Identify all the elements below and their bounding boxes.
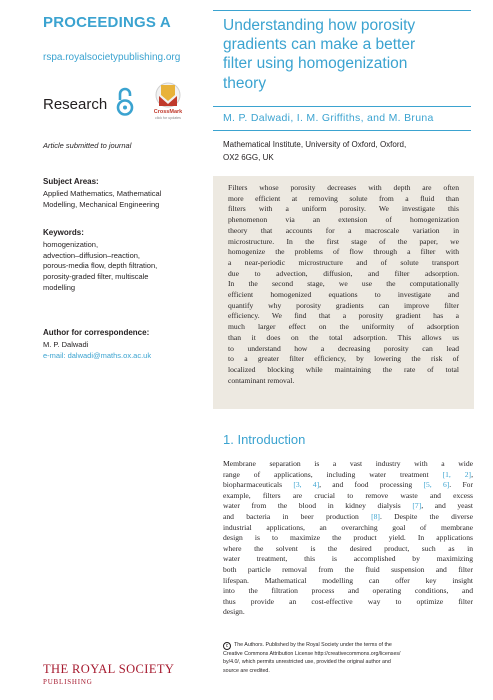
title-line: filter using homogenization bbox=[223, 55, 408, 73]
subject-areas bbox=[43, 177, 203, 210]
open-access-icon bbox=[116, 87, 134, 117]
intro-line bbox=[223, 554, 473, 565]
intro-line bbox=[223, 523, 473, 534]
top-rule bbox=[213, 10, 471, 11]
citation-link[interactable]: [1, 2] bbox=[442, 469, 472, 479]
intro-line bbox=[223, 544, 473, 555]
citation-link[interactable]: [8] bbox=[371, 511, 380, 521]
article-title bbox=[223, 16, 473, 93]
intro-line bbox=[223, 501, 473, 512]
abstract-line: theory that accounts for a macroscale variation in bbox=[228, 225, 459, 235]
keywords bbox=[43, 228, 203, 294]
keyword-line: modelling bbox=[43, 282, 76, 292]
crossmark-sublabel: click for updates bbox=[155, 116, 181, 120]
copyright-icon: c bbox=[223, 642, 231, 650]
intro-line bbox=[223, 470, 473, 481]
abstract-text bbox=[228, 183, 459, 386]
intro-line bbox=[223, 512, 473, 523]
citation-link[interactable]: [5, 6] bbox=[423, 480, 450, 490]
abstract-line: homogenize the problems of flow through a filter with bbox=[228, 247, 459, 257]
introduction-text bbox=[223, 459, 473, 618]
intro-line bbox=[223, 576, 473, 587]
keyword-line: porous-media flow, depth filtration, bbox=[43, 261, 158, 271]
abstract-line: Filters whose porosity decreases with depth are often bbox=[228, 183, 459, 192]
intro-text-run: range of applications, including water treatment bbox=[223, 469, 443, 479]
abstract-line: a near-periodic microstructure and of solute transport bbox=[228, 257, 459, 267]
intro-line bbox=[223, 480, 473, 491]
correspondence bbox=[43, 328, 203, 361]
abstract-line: phenomenon via an extension of homogenization bbox=[228, 215, 459, 225]
intro-text-run: . Despite the diverse bbox=[379, 511, 474, 521]
title-rule bbox=[213, 106, 471, 107]
intro-text-run: water from the blood in kidney dialysis bbox=[223, 501, 413, 511]
abstract-line: localized blocking while maintaining the rate of total bbox=[228, 364, 459, 374]
license-line: The Authors. Published by the Royal Society under the terms of the bbox=[234, 642, 392, 648]
keyword-line: homogenization, bbox=[43, 239, 99, 249]
abstract-line: than it does on the total adsorption. This allows us bbox=[228, 332, 459, 342]
author-rule bbox=[213, 130, 471, 131]
intro-line bbox=[223, 533, 473, 544]
article-type-row bbox=[43, 82, 213, 122]
abstract-line: to a greater filter efficiency, by lowering the risk of bbox=[228, 354, 459, 364]
intro-text-run: water treatment, this is accomplished by maximizing bbox=[223, 554, 473, 564]
intro-text-run: lifespan. Mathematical modelling can offer key insight bbox=[223, 575, 473, 585]
intro-line bbox=[223, 565, 473, 576]
abstract-line: efficiency. We find that a porosity gradient has a bbox=[228, 311, 459, 321]
intro-line bbox=[223, 607, 473, 618]
title-line: gradients can make a better bbox=[223, 36, 416, 54]
title-line: Understanding how porosity bbox=[223, 17, 416, 34]
title-line: theory bbox=[223, 74, 267, 92]
intro-text-run: where the solvent is the desired product, such as in bbox=[223, 543, 473, 553]
affiliation-line: Mathematical Institute, University of Oxford, Oxford, bbox=[223, 140, 407, 149]
citation-link[interactable]: [3, 4] bbox=[293, 480, 320, 490]
intro-text-run: into the filtration process and operating conditions, and bbox=[223, 586, 473, 596]
affiliation-line: OX2 6GG, UK bbox=[223, 153, 274, 162]
section-heading: 1. Introduction bbox=[223, 432, 306, 447]
intro-text-run: design is to maximize the product yield. In applications bbox=[223, 533, 473, 543]
license-line[interactable]: Creative Commons Attribution License http://creativecommons.org/licenses/ bbox=[223, 651, 401, 657]
affiliation bbox=[223, 138, 473, 164]
logo-line-2: PUBLISHING bbox=[43, 678, 93, 686]
abstract-box bbox=[213, 176, 474, 409]
intro-text-run: and bacteria in beer production bbox=[223, 511, 372, 521]
keyword-line: advection–diffusion–reaction, bbox=[43, 250, 141, 260]
logo-line-1: THE ROYAL SOCIETY bbox=[43, 662, 175, 676]
intro-text-run: thus provide an cost-effective way to optimize filter bbox=[223, 596, 473, 606]
citation-link[interactable]: [7] bbox=[412, 501, 422, 511]
abstract-line: microstructure. In the first stage of the paper, we bbox=[228, 236, 459, 246]
intro-text-run: , and food processing bbox=[319, 480, 424, 490]
keyword-line: porosity-graded filter, multiscale bbox=[43, 272, 149, 282]
abstract-line: efficient homogenized equations to investigate and bbox=[228, 290, 459, 300]
intro-text-run: both particle removal from the fluid suspension and filter bbox=[223, 564, 473, 574]
abstract-line: quantify why porosity gradients can improve filter bbox=[228, 300, 459, 310]
intro-text-run: industrial applications, an overarching goal of membrane bbox=[223, 522, 473, 532]
author-list: M. P. Dalwadi, I. M. Griffiths, and M. Bruna bbox=[223, 112, 434, 124]
license-notice bbox=[223, 641, 473, 675]
intro-text-run: example, filters are crucial to remove waste and excess bbox=[223, 490, 473, 500]
intro-line bbox=[223, 459, 473, 470]
abstract-line: much larger effect on the uniformity of adsorption bbox=[228, 322, 459, 332]
abstract-line: In the second stage, we use the computationally bbox=[228, 279, 459, 289]
license-line: by/4.0/, which permits unrestricted use, provided the original author and bbox=[223, 659, 391, 666]
submission-status: Article submitted to journal bbox=[43, 141, 132, 150]
article-type-label: Research bbox=[43, 96, 108, 113]
abstract-line: contaminant removal. bbox=[228, 375, 295, 385]
abstract-line: to understand how a decreasing porosity can lead bbox=[228, 343, 459, 353]
correspondence-name: M. P. Dalwadi bbox=[43, 339, 89, 349]
crossmark-label: CrossMark bbox=[153, 109, 183, 115]
subject-area-line: Modelling, Mechanical Engineering bbox=[43, 199, 160, 209]
license-line: source are credited. bbox=[223, 667, 270, 674]
journal-name: PROCEEDINGS A bbox=[43, 14, 171, 31]
intro-text-run: biopharmaceuticals bbox=[223, 480, 294, 490]
intro-text-run: design. bbox=[223, 607, 245, 617]
intro-text-run: , bbox=[471, 469, 473, 479]
correspondence-heading: Author for correspondence: bbox=[43, 328, 150, 337]
abstract-line: due to advection, diffusion, and filter adsorption. bbox=[228, 268, 459, 278]
intro-text-run: Membrane separation is a vast industry with a wide bbox=[223, 459, 473, 468]
correspondence-email-link[interactable]: e-mail: dalwadi@maths.ox.ac.uk bbox=[43, 350, 152, 360]
intro-line bbox=[223, 597, 473, 608]
subject-areas-heading: Subject Areas: bbox=[43, 177, 99, 186]
royal-society-logo bbox=[43, 662, 174, 686]
abstract-line: filters with a uniform porosity. We investigate this bbox=[228, 204, 459, 214]
intro-line bbox=[223, 586, 473, 597]
abstract-line: more efficient at removing solute from a fluid than bbox=[228, 193, 459, 203]
intro-text-run: . For bbox=[449, 480, 474, 490]
intro-line bbox=[223, 491, 473, 502]
subject-area-line: Applied Mathematics, Mathematical bbox=[43, 188, 162, 198]
intro-text-run: , and yeast bbox=[421, 501, 473, 511]
journal-url-link[interactable]: rspa.royalsocietypublishing.org bbox=[43, 52, 181, 63]
keywords-heading: Keywords: bbox=[43, 228, 84, 237]
